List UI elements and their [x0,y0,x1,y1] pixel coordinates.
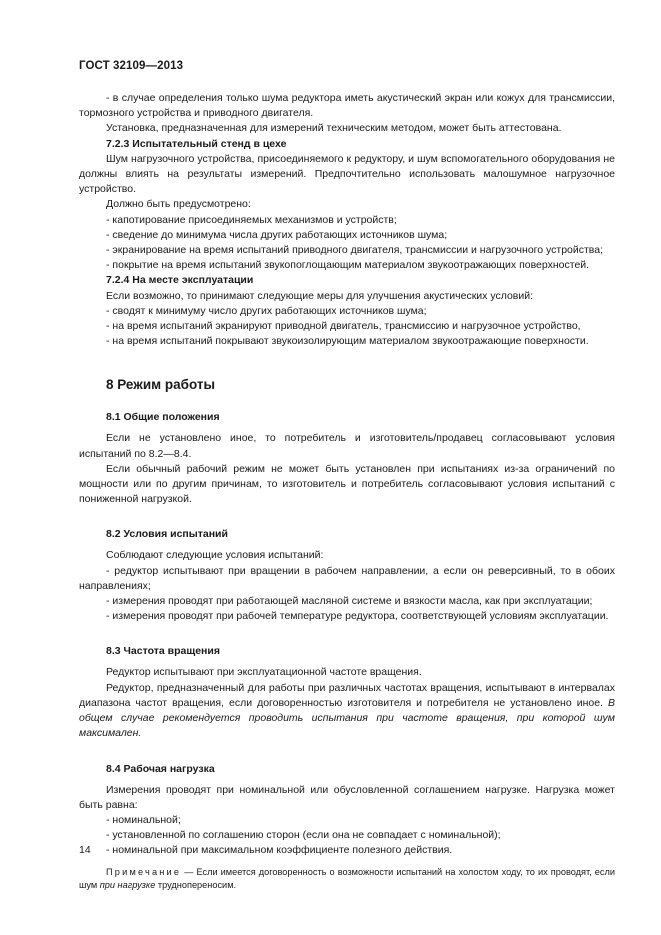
list-item: - капотирование присоединяемых механизмов и устройств; [106,213,397,226]
list-item: - измерения проводят при рабочей температуре редуктора, соответствующей условиям эксплуатации. [106,610,609,623]
list-item: - номинальной; [106,813,181,826]
note-text-end: труднопереносим. [155,880,237,891]
paragraph: Должно быть предусмотрено: [106,198,251,211]
paragraph: Соблюдают следующие условия испытаний: [106,549,324,562]
list-item: - на время испытаний экранируют приводной двигатель, трансмиссию и нагрузочное устройство, [106,320,581,333]
paragraph: Шум нагрузочного устройства, присоединяемого к редуктору, и шум вспомогательного оборудования не должны влиять на результаты измерений. Предпочтительно использовать малошумное нагрузочное устройство. [79,152,615,196]
note-text: — Если имеется договоренность о возможности испытаний на холостом ходу, то их проводят, если шум [79,866,615,891]
subsection-heading-7-2-3: 7.2.3 Испытательный стенд в цехе [106,137,287,150]
list-item: - измерения проводят при работающей масляной системе и вязкости масла, как при эксплуатации; [106,595,593,608]
subsection-heading-7-2-4: 7.2.4 На месте эксплуатации [106,274,254,287]
list-item: - установленной по соглашению сторон (если она не совпадает с номинальной); [106,829,501,842]
paragraph: Если обычный рабочий режим не может быть установлен при испытаниях из-за ограничений по мощности или по другим причинам, то изготовитель и потребитель согласовывают условия испытаний с пониженной нагрузкой. [79,462,615,506]
paragraph: Если не установлено иное, то потребитель и изготовитель/продавец согласовывают условия испытаний по 8.2—8.4. [79,432,615,460]
paragraph [79,681,615,742]
list-item: - экранирование на время испытаний приводного двигателя, трансмиссии и нагрузочного устройства; [106,244,604,257]
paragraph: Установка, предназначенная для измерений техническим методом, может быть аттестована. [106,122,562,135]
list-item: - сводят к минимуму число других работающих источников шума; [106,304,427,317]
list-item: - сведение до минимума числа других работающих источников шума; [106,228,448,241]
standard-header: ГОСТ 32109—2013 [79,60,184,72]
paragraph: Измерения проводят при номинальной или обусловленной соглашением нагрузке. Нагрузка может быть равна: [79,783,615,811]
page-content [79,91,615,893]
paragraph: Редуктор испытывают при эксплуатационной частоте вращения. [106,666,422,679]
list-item: - покрытие на время испытаний звукопоглощающим материалом звукоотражающих поверхностей. [106,259,590,272]
section-heading-8: 8 Режим работы [106,377,216,393]
note [79,866,615,893]
italic-recommendation: В общем случае рекомендуется проводить испытания при частоте вращения, при которой шум максимален. [79,696,615,740]
section-heading-8-1: 8.1 Общие положения [106,411,220,424]
section-heading-8-2: 8.2 Условия испытаний [106,528,228,541]
note-label: Примечание [106,866,182,877]
list-item: - на время испытаний покрывают звукоизолирующим материалом звукоотражающие поверхности. [106,335,589,348]
note-italic: при нагрузке [99,880,156,891]
paragraph: Если возможно, то принимают следующие меры для улучшения акустических условий: [106,289,534,302]
list-item: - номинальной при максимальном коэффициенте полезного действия. [106,844,453,857]
paragraph: - в случае определения только шума редуктора иметь акустический экран или кожух для трансмиссии, тормозного устройства и приводного двигателя. [79,92,615,120]
list-item: - редуктор испытывают при вращении в рабочем направлении, а если он реверсивный, то в обоих направлениях; [79,564,615,592]
section-heading-8-3: 8.3 Частота вращения [106,645,220,658]
section-heading-8-4: 8.4 Рабочая нагрузка [106,762,215,775]
page-number: 14 [79,844,91,856]
paragraph-text: Редуктор, предназначенный для работы при различных частотах вращения, испытывают в интервалах диапазона частот вращения, если договоренностью изготовителя и потребителя не установлено иное. [79,681,615,709]
